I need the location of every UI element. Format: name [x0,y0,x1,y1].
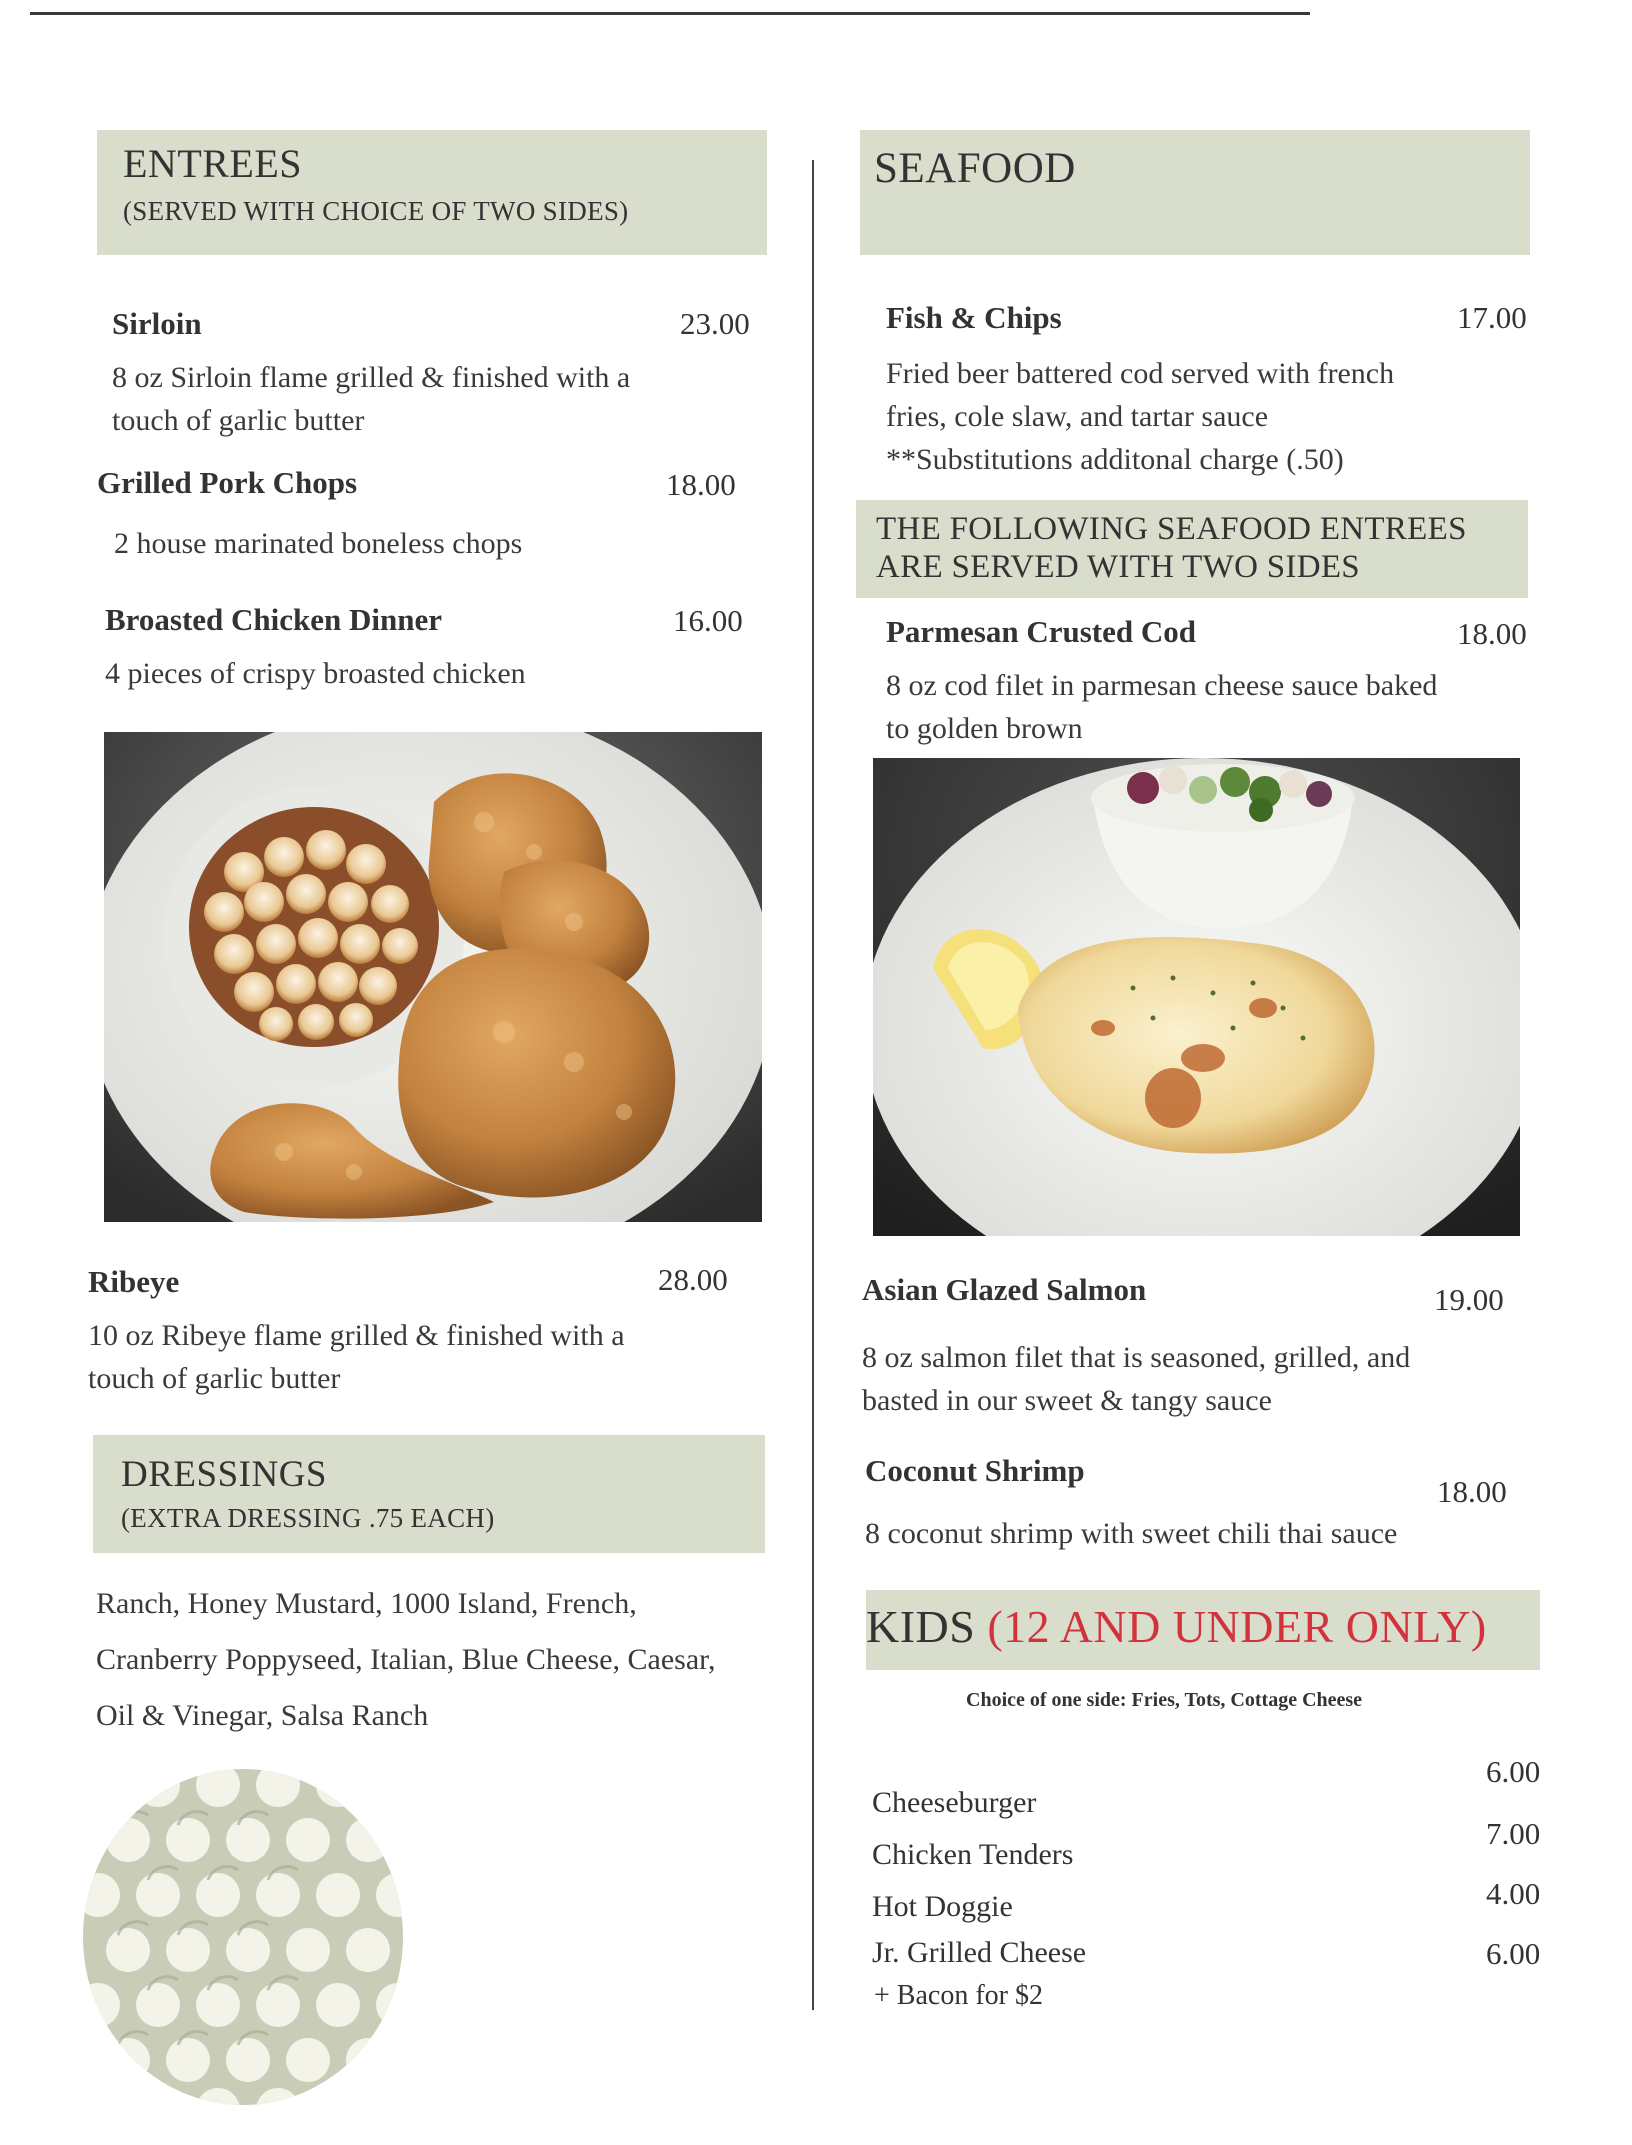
dressings-line: Ranch, Honey Mustard, 1000 Island, French, [96,1587,637,1620]
entrees-banner [97,130,767,255]
kids-title [866,1600,1487,1653]
desc-line: fries, cole slaw, and tartar sauce [886,400,1269,433]
column-divider [812,160,814,2010]
dressings-title: DRESSINGS [121,1454,327,1495]
kids-banner [866,1590,1540,1670]
item-name-broasted-chicken: Broasted Chicken Dinner [105,602,443,637]
seafood-sides-line: ARE SERVED WITH TWO SIDES [876,549,1360,585]
dressings-line: Oil & Vinegar, Salsa Ranch [96,1699,429,1732]
desc-line: **Substitutions additonal charge (.50) [886,443,1344,476]
kids-item-chicken-tenders: Chicken Tenders [872,1838,1074,1871]
item-name-fish-chips: Fish & Chips [886,300,1062,335]
desc-line: touch of garlic butter [88,1362,341,1395]
desc-line: 8 oz cod filet in parmesan cheese sauce baked [886,669,1438,702]
desc-pork-chops [114,522,522,565]
kids-bacon-addon: + Bacon for $2 [874,1980,1043,2011]
desc-line: touch of garlic butter [112,404,365,437]
kids-item-hot-doggie: Hot Doggie [872,1890,1013,1923]
dressings-subtitle: (EXTRA DRESSING .75 EACH) [121,1503,495,1533]
kids-age-qualifier: (12 AND UNDER ONLY) [987,1601,1487,1652]
broasted-chicken-photo [104,732,762,1222]
top-rule [30,12,1310,15]
seafood-sides-line: THE FOLLOWING SEAFOOD ENTREES [876,511,1467,547]
item-name-pork-chops: Grilled Pork Chops [97,465,358,500]
desc-line: 4 pieces of crispy broasted chicken [105,657,526,690]
item-name-coconut-shrimp: Coconut Shrimp [865,1453,1085,1488]
seafood-sides-text [876,510,1467,586]
desc-line: 10 oz Ribeye flame grilled & finished with a [88,1319,625,1352]
kids-price-jr-grilled-cheese: 6.00 [1486,1936,1541,1971]
desc-line: 8 oz Sirloin flame grilled & finished with a [112,361,631,394]
desc-line: basted in our sweet & tangy sauce [862,1384,1272,1417]
desc-line: to golden brown [886,712,1083,745]
seafood-title: SEAFOOD [874,145,1076,192]
desc-line: 2 house marinated boneless chops [114,527,523,560]
kids-price-cheeseburger: 6.00 [1486,1754,1541,1789]
seafood-banner [860,130,1530,255]
dressings-line: Cranberry Poppyseed, Italian, Blue Cheese, Caesar, [96,1643,716,1676]
kids-label: KIDS [866,1601,976,1652]
desc-ribeye [88,1314,625,1400]
price-parmesan-cod: 18.00 [1457,616,1527,651]
kids-side-note: Choice of one side: Fries, Tots, Cottage Cheese [966,1689,1363,1711]
item-name-ribeye: Ribeye [88,1264,180,1299]
dressings-list [96,1576,715,1744]
parmesan-cod-photo [873,758,1520,1236]
dressings-banner [93,1435,765,1553]
desc-sirloin [112,356,630,442]
golf-ball-decor [78,1765,408,2110]
desc-fish-chips [886,352,1394,481]
price-broasted-chicken: 16.00 [673,603,743,638]
desc-asian-salmon [862,1336,1410,1422]
entrees-subtitle: (SERVED WITH CHOICE OF TWO SIDES) [123,196,629,226]
desc-parmesan-cod [886,664,1437,750]
desc-broasted-chicken [105,652,526,695]
price-sirloin: 23.00 [680,306,750,341]
desc-line: 8 coconut shrimp with sweet chili thai sauce [865,1517,1398,1550]
item-name-parmesan-cod: Parmesan Crusted Cod [886,614,1196,649]
seafood-sides-banner [856,500,1528,598]
kids-item-jr-grilled-cheese: Jr. Grilled Cheese [872,1936,1087,1969]
price-fish-chips: 17.00 [1457,300,1527,335]
desc-coconut-shrimp [865,1512,1397,1555]
price-coconut-shrimp: 18.00 [1437,1474,1507,1509]
kids-item-cheeseburger: Cheeseburger [872,1786,1037,1819]
desc-line: 8 oz salmon filet that is seasoned, grilled, and [862,1341,1411,1374]
item-name-sirloin: Sirloin [112,306,202,341]
price-pork-chops: 18.00 [666,467,736,502]
price-ribeye: 28.00 [658,1262,728,1297]
entrees-title: ENTREES [123,141,303,186]
item-name-asian-salmon: Asian Glazed Salmon [862,1272,1147,1307]
kids-price-hot-doggie: 4.00 [1486,1876,1541,1911]
price-asian-salmon: 19.00 [1434,1282,1504,1317]
desc-line: Fried beer battered cod served with french [886,357,1395,390]
kids-price-chicken-tenders: 7.00 [1486,1816,1541,1851]
